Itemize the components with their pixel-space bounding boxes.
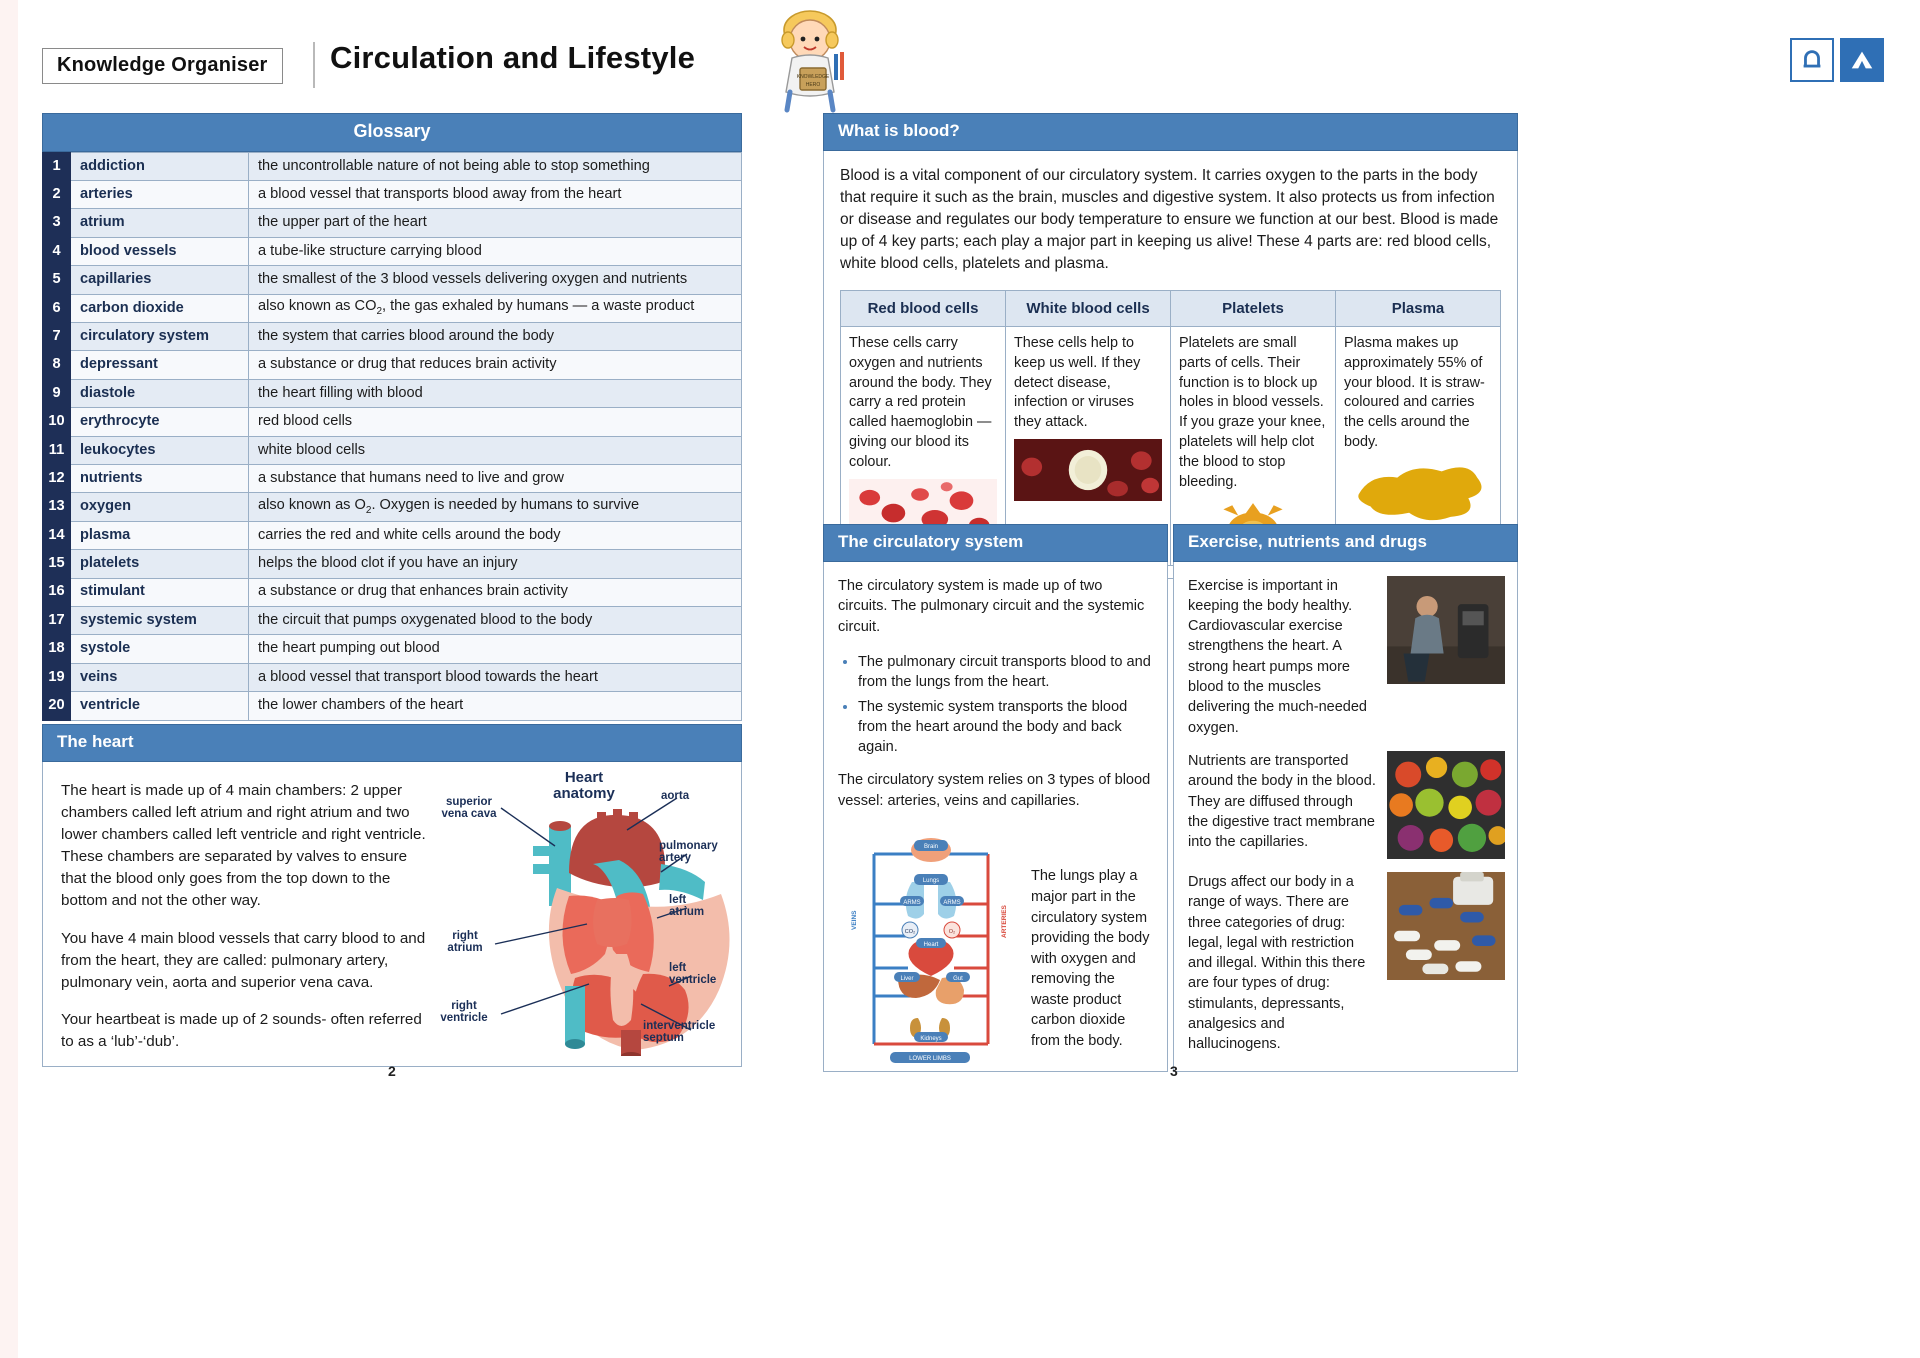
glossary-row [43,209,742,237]
blood-column-text: Platelets are small parts of cells. Their function is to block up holes in blood vessels. If you graze your knee, platelets will help clot the blood to stop bleeding. [1179,334,1326,490]
page-spine [0,0,18,1358]
heart-diagram-title: Heart anatomy [553,768,615,803]
glossary-definition: a substance or drug that enhances brain activity [249,578,742,606]
glossary-term: ventricle [71,692,249,720]
exercise-row-text: Drugs affect our body in a range of ways. There are three categories of drug: legal, legal with restriction and illegal. Within this there are four types of drug: stimulants, depressants, analgesics and hallucinogens. [1188,873,1366,1053]
glossary-row-number: 13 [43,493,71,521]
svg-text:ARTERIES: ARTERIES [1001,905,1008,939]
exercise-body [1173,562,1518,1072]
label-pulmonary-artery: pulmonary artery [659,839,718,865]
svg-text:Liver: Liver [900,976,914,983]
glossary-term: addiction [71,152,249,180]
page-number-left: 2 [388,1063,396,1079]
glossary-row [43,663,742,691]
circulatory-side-text: The lungs play a major part in the circulatory system providing the body with oxygen and removing the waste product carbon dioxide from the body. [1031,868,1150,1049]
glossary-row [43,464,742,492]
glossary-definition: the uncontrollable nature of not being able to stop something [249,152,742,180]
glossary-row-number: 7 [43,323,71,351]
exercise-row-text: Exercise is important in keeping the body healthy. Cardiovascular exercise strengthens the heart. A strong heart pumps more blood to the muscles delivering the much-needed oxygen. [1188,577,1367,736]
the-heart-body [42,762,742,1067]
glossary-definition: a tube-like structure carrying blood [249,237,742,265]
glossary-row-number: 9 [43,379,71,407]
exercise-row [1188,872,1505,1055]
heart-paragraph: The heart is made up of 4 main chambers: 2 upper chambers called left atrium and right atrium and two lower chambers called left ventricle and right ventricle. These chambers are separated by valves to ensure that the blood only goes from the top down to the bottom and not the other way. [61,781,426,910]
glossary-term: nutrients [71,464,249,492]
brand-logos [1790,38,1884,82]
glossary-row-number: 18 [43,635,71,663]
svg-text:Heart: Heart [923,942,939,949]
glossary-row-number: 11 [43,436,71,464]
glossary-row [43,408,742,436]
exercise-gym-photo [1387,576,1505,684]
label-interventricle-septum: interventricle septum [643,1019,716,1045]
glossary-row [43,635,742,663]
heart-anatomy-diagram [429,768,739,1056]
blood-column-text: These cells carry oxygen and nutrients around the body. They carry a red protein called haemoglobin — giving our blood its colour. [849,334,992,471]
glossary-definition: the lower chambers of the heart [249,692,742,720]
circulatory-bullet: • The pulmonary circuit transports blood to and from the lungs from the heart. [858,653,1153,693]
blood-column-text: Plasma makes up approximately 55% of your blood. It is straw-coloured and carries the cells around the body. [1344,334,1485,451]
glossary-row [43,181,742,209]
glossary-row [43,692,742,720]
heart-paragraph: Your heartbeat is made up of 2 sounds- often referred to as a ‘lub’-‘dub’. [61,1011,422,1051]
glossary-row-number: 3 [43,209,71,237]
glossary-definition: the system that carries blood around the body [249,323,742,351]
what-is-blood-panel [823,113,1518,579]
plasma-illustration [1344,459,1492,521]
label-left-atrium: left atrium [669,893,705,919]
glossary-row [43,351,742,379]
glossary-definition: the upper part of the heart [249,209,742,237]
blood-column-header: White blood cells [1006,290,1171,326]
blood-column-text: These cells help to keep us well. If they detect disease, infection or viruses they attack. [1014,334,1141,431]
glossary-definition: red blood cells [249,408,742,436]
glossary-row [43,606,742,634]
glossary-row-number: 5 [43,266,71,294]
circulatory-heading: The circulatory system [823,524,1168,562]
glossary-term: depressant [71,351,249,379]
glossary-term: systole [71,635,249,663]
glossary-definition: helps the blood clot if you have an injury [249,550,742,578]
glossary-term: arteries [71,181,249,209]
glossary-term: erythrocyte [71,408,249,436]
circulatory-lower [838,826,1153,1066]
circulatory-system-panel [823,524,1168,1072]
circulatory-bullets [838,653,1153,758]
blood-column-header: Platelets [1171,290,1336,326]
glossary-definition: a blood vessel that transports blood away from the heart [249,181,742,209]
glossary-term: capillaries [71,266,249,294]
glossary-heading: Glossary [42,113,742,152]
glossary-row [43,266,742,294]
knowledge-organiser-badge: Knowledge Organiser [42,48,283,84]
page-number-right: 3 [1170,1063,1178,1079]
glossary-row [43,550,742,578]
trust-logo-icon [1840,38,1884,82]
circulatory-system-diagram [838,826,1023,1066]
header-divider [313,42,315,88]
glossary-row [43,436,742,464]
svg-text:Gut: Gut [953,976,963,983]
glossary-row-number: 4 [43,237,71,265]
exercise-row [1188,576,1505,738]
fruit-vegetables-photo [1387,751,1505,859]
glossary-definition: white blood cells [249,436,742,464]
glossary-row-number: 19 [43,663,71,691]
pills-medication-photo [1387,872,1505,980]
glossary-row-number: 16 [43,578,71,606]
circulatory-intro: The circulatory system is made up of two circuits. The pulmonary circuit and the systemic circuit. [838,577,1145,635]
blood-column-header: Plasma [1336,290,1501,326]
svg-text:ARMS: ARMS [903,900,921,907]
circulatory-body [823,562,1168,1072]
glossary-term: carbon dioxide [71,294,249,322]
svg-text:O₂: O₂ [948,929,956,936]
mascot-icon [750,6,870,114]
svg-text:KNOWLEDGE: KNOWLEDGE [796,74,830,80]
glossary-definition: also known as $CO_2$, the gas exhaled by humans — a waste product [249,294,742,322]
exercise-heading: Exercise, nutrients and drugs [1173,524,1518,562]
glossary-table [42,152,742,721]
label-left-ventricle: left ventricle [669,961,717,987]
label-superior-vena-cava: superior vena cava [441,795,497,821]
circulatory-bullet: • The systemic system transports the blood from the heart around the body and back again. [858,698,1153,758]
svg-text:VEINS: VEINS [851,910,858,931]
glossary-row-number: 8 [43,351,71,379]
glossary-definition: a substance or drug that reduces brain activity [249,351,742,379]
glossary-term: diastole [71,379,249,407]
page-header [0,0,1920,105]
white-blood-cell-photo [1014,439,1162,501]
glossary-definition: the heart filling with blood [249,379,742,407]
glossary-definition: also known as $O_2$. Oxygen is needed by humans to survive [249,493,742,521]
glossary-definition: carries the red and white cells around the body [249,521,742,549]
page-title: Circulation and Lifestyle [330,40,696,75]
glossary-row-number: 20 [43,692,71,720]
glossary-row [43,152,742,180]
glossary-term: stimulant [71,578,249,606]
glossary-term: blood vessels [71,237,249,265]
the-heart-heading: The heart [42,724,742,762]
blood-column-header: Red blood cells [841,290,1006,326]
glossary-row [43,323,742,351]
glossary-term: leukocytes [71,436,249,464]
svg-text:ARMS: ARMS [943,900,961,907]
glossary-definition: the heart pumping out blood [249,635,742,663]
glossary-row-number: 2 [43,181,71,209]
glossary-row [43,521,742,549]
what-is-blood-body [823,151,1518,579]
exercise-row-text: Nutrients are transported around the body in the blood. They are diffused through the digestive tract membrane into the capillaries. [1188,752,1376,851]
glossary-row [43,237,742,265]
glossary-term: platelets [71,550,249,578]
what-is-blood-heading: What is blood? [823,113,1518,151]
glossary-term: plasma [71,521,249,549]
the-heart-panel [42,724,742,1067]
svg-text:Lungs: Lungs [922,878,940,885]
glossary-definition: the circuit that pumps oxygenated blood to the body [249,606,742,634]
exercise-row [1188,751,1505,859]
svg-text:Brain: Brain [923,844,939,851]
academy-logo-icon [1790,38,1834,82]
the-heart-text [61,780,431,1054]
label-right-ventricle: right ventricle [440,999,488,1025]
glossary-row-number: 1 [43,152,71,180]
svg-text:Kidneys: Kidneys [920,1036,942,1043]
circulatory-outro: The circulatory system relies on 3 types of blood vessel: arteries, veins and capillaries. [838,771,1151,809]
glossary-row-number: 17 [43,606,71,634]
svg-text:CO₂: CO₂ [904,929,916,936]
label-right-atrium: right atrium [447,929,483,955]
exercise-nutrients-drugs-panel [1173,524,1518,1072]
label-aorta: aorta [661,789,690,802]
glossary-row-number: 15 [43,550,71,578]
glossary-row-number: 12 [43,464,71,492]
svg-text:HERO: HERO [805,82,821,88]
glossary-panel [42,113,742,721]
glossary-row [43,578,742,606]
glossary-term: circulatory system [71,323,249,351]
svg-text:LOWER LIMBS: LOWER LIMBS [909,1056,951,1063]
heart-paragraph: You have 4 main blood vessels that carry blood to and from the heart, they are called: pulmonary artery, pulmonary vein, aorta and superior vena cava. [61,929,426,992]
glossary-term: oxygen [71,493,249,521]
glossary-definition: a substance that humans need to live and grow [249,464,742,492]
glossary-definition: a blood vessel that transport blood towards the heart [249,663,742,691]
glossary-term: veins [71,663,249,691]
glossary-row-number: 14 [43,521,71,549]
glossary-row-number: 6 [43,294,71,322]
blood-intro-text: Blood is a vital component of our circulatory system. It carries oxygen to the parts in the body that require it such as the brain, muscles and digestive system. It also protects us from infection or disease and regulates our body temperature to ensure we function at our best. Blood is made up of 4 key parts; each play a major part in keeping us alive! These 4 parts are: red blood cells, white blood cells, platelets and plasma. [840,166,1499,272]
glossary-term: atrium [71,209,249,237]
glossary-definition: the smallest of the 3 blood vessels delivering oxygen and nutrients [249,266,742,294]
glossary-row [43,294,742,322]
glossary-row [43,493,742,521]
glossary-row-number: 10 [43,408,71,436]
glossary-term: systemic system [71,606,249,634]
glossary-row [43,379,742,407]
